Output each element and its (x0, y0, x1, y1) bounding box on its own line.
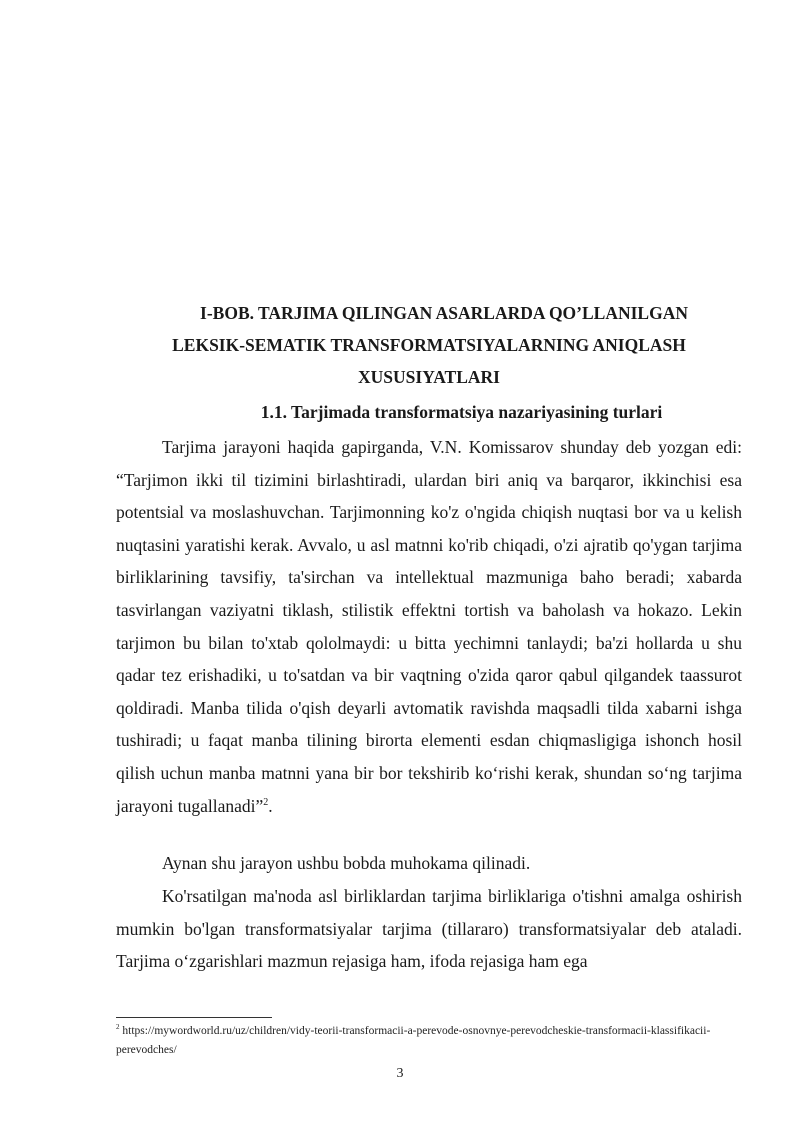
page-number: 3 (396, 1066, 404, 1081)
paragraph-1-end: . (268, 795, 273, 816)
paragraph-1 (116, 431, 742, 822)
footnote-mark: 2 (116, 1023, 120, 1032)
paragraph-2-text: Aynan shu jarayon ushbu bobda muhokama qilinadi. (162, 853, 531, 873)
chapter-title (116, 297, 742, 393)
paragraph-3-text: Ko'rsatilgan ma'noda asl birliklardan tarjima birliklariga o'tishni amalga oshirish mumkin bo'lgan transformatsiyalar tarjima (tillararo) transformatsiyalar deb ataladi. Tarjima o‘zgarishlari mazmun rejasiga ham, ifoda rejasiga ham ega (116, 886, 742, 972)
chapter-title-line-1: I-BOB. TARJIMA QILINGAN ASARLARDA QO’LLANILGAN (200, 303, 688, 323)
footnote-link[interactable]: https://mywordworld.ru/uz/children/vidy-teorii-transformacii-a-perevode-osnovnye-perevodcheskie-transformacii-klassifikacii-perevodches/ (116, 1025, 711, 1056)
section-title: 1.1. Tarjimada transformatsiya nazariyasining turlari (260, 402, 663, 422)
chapter-title-line-3: XUSUSIYATLARI (358, 367, 500, 387)
footnote (116, 1022, 746, 1060)
chapter-title-line-2: LEKSIK-SEMATIK TRANSFORMATSIYALARNING ANIQLASH (172, 335, 686, 355)
footnote-reference[interactable]: 2 (263, 796, 269, 808)
paragraph-3 (116, 880, 742, 978)
paragraph-1-text: Tarjima jarayoni haqida gapirganda, V.N. Komissarov shunday deb yozgan edi: “Tarjimon ikki til tizimini birlashtiradi, ulardan biri aniq va barqaror, ikkinchisi esa potentsial va moslashuvchan. Tarjimonning ko'z o'ngida chiqish nuqtasi bor va u kelish nuqtasini yaratishi kerak. Avvalo, u asl matnni ko'rib chiqadi, o'zi ajratib qo'ygan tarjima birliklarining tavsifiy, ta'sirchan va intellektual mazmuniga baho beradi; xabarda tasvirlangan vaziyatni tiklash, stilistik effektni tortish va baholash va hokazo. Lekin tarjimon bu bilan to'xtab qololmaydi: u bitta yechimni tanlaydi; ba'zi hollarda u shu qadar tez erishadiki, u to'satdan va bir vaqtning o'zida qaror qabul qilgandek taassurot qoldiradi. Manba tilida o'qish deyarli avtomatik ravishda maqsadli tilda xabarni ishga tushiradi; u faqat manba tilining birorta elementi esdan chiqmasligiga ishonch hosil qilish uchun manba matnni yana bir bor tekshirib ko‘rishi kerak, shundan so‘ng tarjima jarayoni tugallanadi” (116, 437, 742, 816)
footnote-separator (116, 1017, 272, 1018)
paragraph-2 (116, 847, 742, 880)
